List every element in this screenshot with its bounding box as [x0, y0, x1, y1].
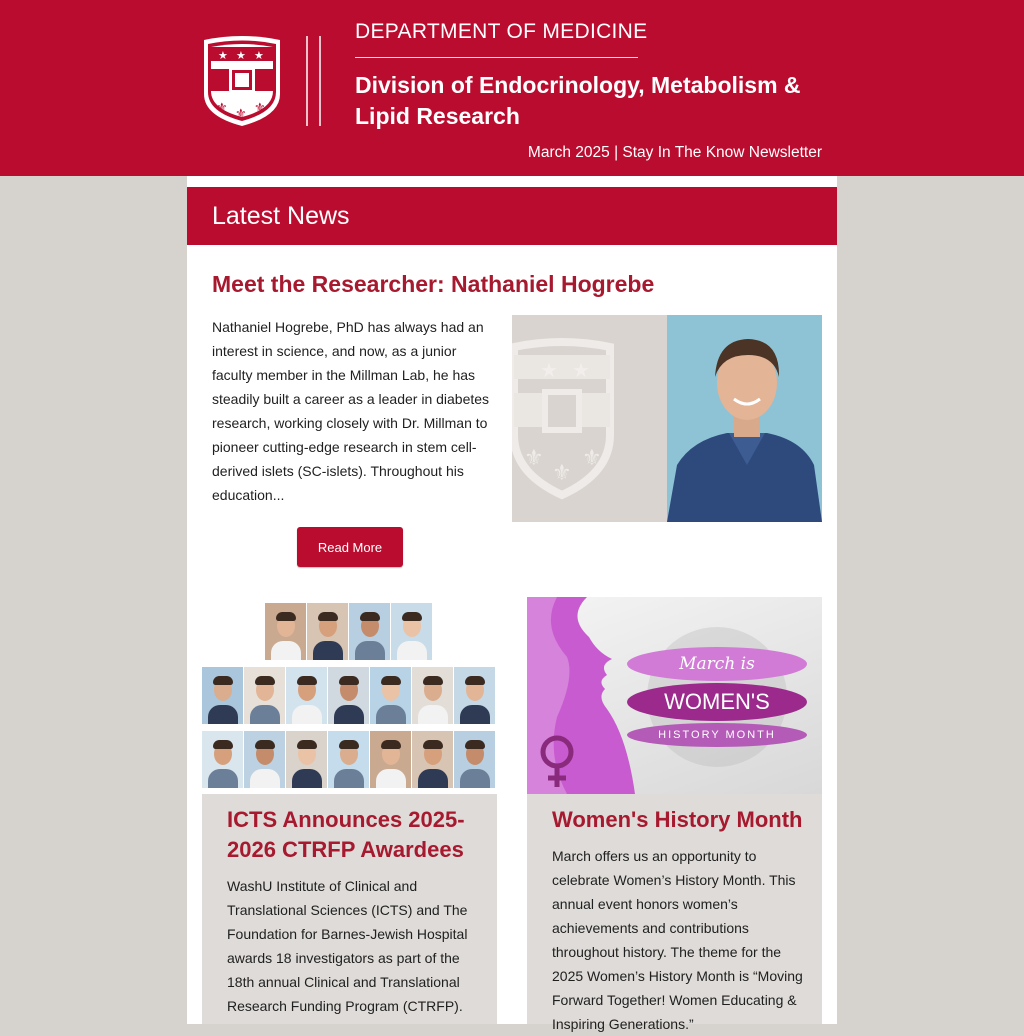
division-title: Division of Endocrinology, Metabolism & Lipid Research — [355, 72, 801, 129]
headshot-photo — [286, 731, 327, 788]
headshot-photo — [412, 667, 453, 724]
card-body: March offers us an opportunity to celebrate Women’s History Month. This annual event honors women’s achievements and contributions throughout history. The theme for the 2025 Women’s History Month is “Moving Forward Together! Women Educating & Inspiring Generations.” — [552, 848, 803, 1032]
svg-text:⚜: ⚜ — [524, 446, 544, 471]
researcher-photo — [512, 315, 822, 522]
svg-text:⚜: ⚜ — [216, 101, 228, 116]
womens-history-graphic — [527, 597, 822, 794]
svg-text:⚜: ⚜ — [235, 107, 247, 122]
headshot-photo — [349, 603, 390, 660]
headshot-photo — [370, 667, 411, 724]
svg-text:⚜: ⚜ — [254, 101, 266, 116]
newsletter-header — [0, 0, 1024, 176]
card-body: WashU Institute of Clinical and Translational Sciences (ICTS) and The Foundation for Barnes-Jewish Hospital awards 18 investigators as part of the 18th annual Clinical and Translational Research Funding Program (CTRFP). — [227, 878, 468, 1014]
department-title: DEPARTMENT OF MEDICINE — [355, 20, 648, 43]
news-card-icts — [202, 597, 497, 1024]
divider — [306, 36, 308, 126]
svg-text:★: ★ — [572, 358, 590, 382]
headshot-photo — [244, 667, 285, 724]
feature-body: Nathaniel Hogrebe, PhD has always had an interest in science, and now, as a junior faculty member in the Millman Lab, he has steadily built a career as a leader in diabetes research, working closely with Dr. Millman to pioneer cutting-edge research in stem cell-derived islets (SC-islets). Throughout his education... — [212, 319, 490, 503]
feature-title[interactable]: Meet the Researcher: Nathaniel Hogrebe — [212, 271, 655, 297]
headshot-photo — [265, 603, 306, 660]
headshot-photo — [454, 731, 495, 788]
headshot-photo — [202, 731, 243, 788]
headshot-photo — [202, 667, 243, 724]
whm-line3: HISTORY MONTH — [627, 723, 807, 747]
headshot-photo — [328, 731, 369, 788]
svg-text:★: ★ — [218, 49, 228, 62]
headshot-photo — [307, 603, 348, 660]
divider — [355, 57, 638, 58]
awardees-photo-mosaic — [202, 597, 497, 794]
card-title[interactable]: ICTS Announces 2025-2026 CTRFP Awardees — [227, 807, 465, 862]
divider — [319, 36, 321, 126]
whm-line2: WOMEN'S — [627, 683, 807, 721]
section-banner — [187, 187, 837, 245]
headshot-photo — [454, 667, 495, 724]
headshot-photo — [328, 667, 369, 724]
card-title[interactable]: Women's History Month — [552, 807, 803, 832]
read-more-button[interactable]: Read More — [297, 527, 403, 567]
svg-text:★: ★ — [254, 49, 264, 62]
svg-text:★: ★ — [236, 49, 246, 62]
svg-text:⚜: ⚜ — [552, 461, 572, 486]
headshot-photo — [370, 731, 411, 788]
shield-crest-icon — [200, 34, 284, 128]
headshot-photo — [286, 667, 327, 724]
newsletter-issue: March 2025 | Stay In The Know Newsletter — [527, 144, 822, 161]
watermark-crest-icon — [514, 342, 610, 495]
headshot-photo — [244, 731, 285, 788]
headshot-photo — [412, 731, 453, 788]
news-card-womens-history — [527, 597, 822, 1032]
section-title: Latest News — [212, 202, 350, 230]
content-column — [187, 176, 837, 1032]
svg-text:★: ★ — [540, 358, 558, 382]
svg-text:⚜: ⚜ — [582, 446, 602, 471]
whm-line1: March is — [627, 647, 807, 681]
headshot-photo — [391, 603, 432, 660]
